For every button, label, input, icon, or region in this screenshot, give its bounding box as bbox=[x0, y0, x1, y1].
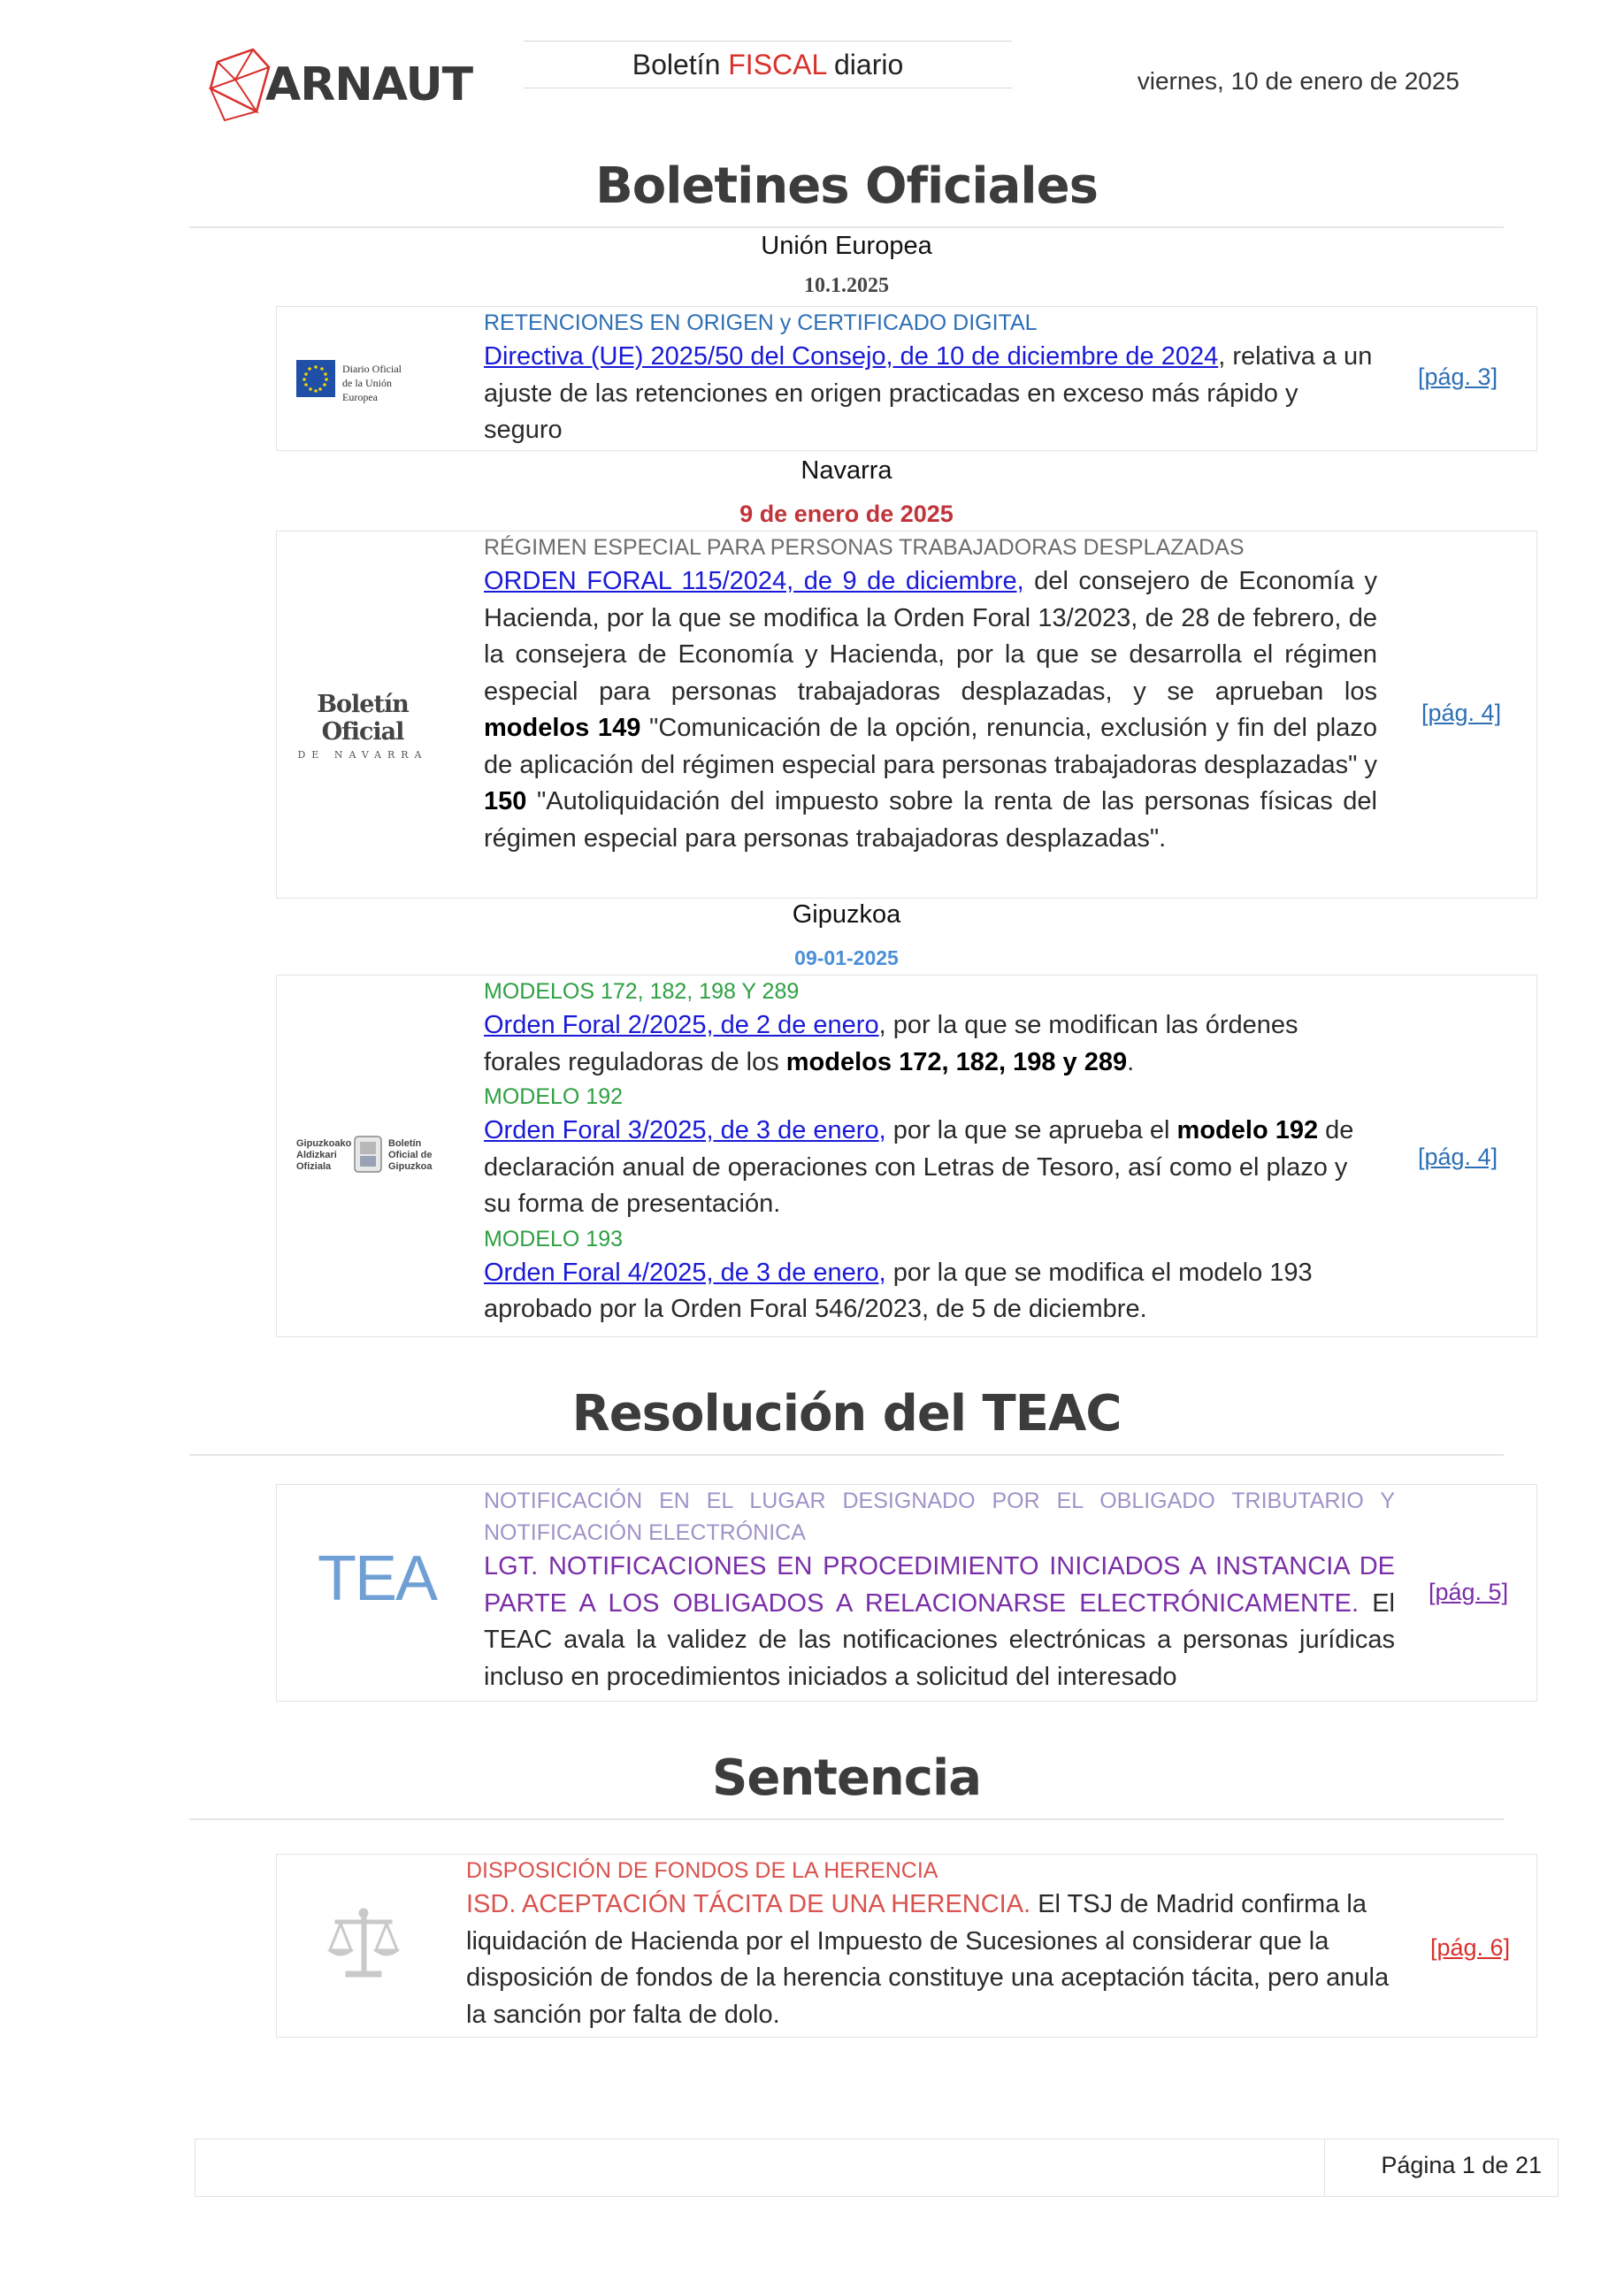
entry-teac bbox=[276, 1484, 1537, 1702]
page-link-6[interactable]: [pág. 6] bbox=[1430, 1934, 1511, 1961]
teac-headline: LGT. NOTIFICACIONES EN PROCEDIMIENTO INICIADOS A INSTANCIA DE PARTE A LOS OBLIGADOS A RELACIONARSE ELECTRÓNICAMENTE. bbox=[484, 1552, 1395, 1618]
section-divider bbox=[189, 1454, 1504, 1456]
directiva-link[interactable]: Directiva (UE) 2025/50 del Consejo, de 10 de diciembre de 2024 bbox=[484, 342, 1219, 371]
page-link-3[interactable]: [pág. 3] bbox=[1418, 364, 1498, 390]
page-number: Página 1 de 21 bbox=[1381, 2152, 1542, 2178]
page-footer bbox=[195, 2139, 1559, 2197]
orden-foral-2-link[interactable]: Orden Foral 2/2025, de 2 de enero bbox=[484, 1011, 879, 1039]
entry-navarra bbox=[276, 531, 1537, 899]
bulletin-accent: FISCAL bbox=[728, 49, 827, 80]
orden-foral-4-link[interactable]: Orden Foral 4/2025, de 3 de enero, bbox=[484, 1258, 886, 1287]
entry-teac-text: NOTIFICACIÓN EN EL LUGAR DESIGNADO POR EL OBLIGADO TRIBUTARIO Y NOTIFICACIÓN ELECTRÓNICA LGT. NOTIFICACIONES EN PROCEDIMIENTO INICIADOS A INSTANCIA DE PARTE A LOS OBLIGADOS A RELACIONARSE ELECTRÓNICAMENTE. El TEAC avala la validez de las notificaciones electrónicas a personas jurídicas incluso en procedimientos iniciados a solicitud del interesado bbox=[484, 1485, 1395, 1695]
entry-navarra-text: RÉGIMEN ESPECIAL PARA PERSONAS TRABAJADORAS DESPLAZADAS ORDEN FORAL 115/2024, de 9 de diciembre, del consejero de Economía y Hacienda, por la que se modifica la Orden Foral 13/2023, de 28 de febrero, de la consejera de Economía y Hacienda, por la que se desarrolla el régimen especial para personas trabajadoras desplazadas, y se aprueban los modelos 149 "Comunicación de la opción, renuncia, exclusión y fin del plazo de aplicación del régimen especial para personas trabajadoras desplazadas" y 150 "Autoliquidación del impuesto sobre la renta de las personas físicas del régimen especial para personas trabajadoras desplazadas". bbox=[484, 532, 1377, 857]
date-gipuzkoa: 09-01-2025 bbox=[794, 946, 899, 969]
entry-eu bbox=[276, 306, 1537, 451]
region-gipuzkoa: Gipuzkoa bbox=[792, 900, 901, 929]
entry-eu-text: RETENCIONES EN ORIGEN y CERTIFICADO DIGITAL Directiva (UE) 2025/50 del Consejo, de 10 de diciembre de 2024, relativa a un ajuste de las retenciones en origen practicadas en exceso más rápido y seguro bbox=[484, 307, 1377, 449]
category-label: RÉGIMEN ESPECIAL PARA PERSONAS TRABAJADORAS DESPLAZADAS bbox=[484, 535, 1245, 560]
section-title-teac: Resolución del TEAC bbox=[571, 1385, 1122, 1443]
category-label: MODELO 192 bbox=[484, 1084, 624, 1109]
page-link-4b[interactable]: [pág. 4] bbox=[1418, 1144, 1498, 1170]
entry-gipuzkoa-text: MODELOS 172, 182, 198 Y 289 Orden Foral 2/2025, de 2 de enero, por la que se modifican las órdenes forales reguladoras de los modelos 172, 182, 198 y 289. MODELO 192 Orden Foral 3/2025, de 3 de enero, por la que se aprueba el modelo 192 de declaración anual de operaciones con Letras de Tesoro, así como el plazo y su forma de presentación. MODELO 193 Orden Foral 4/2025, de 3 de enero, por la que se modifica el modelo 193 aprobado por la Orden Foral 546/2023, de 5 de diciembre. bbox=[484, 976, 1377, 1328]
category-label: DISPOSICIÓN DE FONDOS DE LA HERENCIA bbox=[466, 1858, 938, 1883]
category-label: MODELO 193 bbox=[484, 1226, 624, 1251]
section-title-boletines: Boletines Oficiales bbox=[595, 157, 1098, 215]
eu-flag-icon bbox=[296, 360, 335, 397]
entry-gipuzkoa bbox=[276, 975, 1537, 1337]
category-label: NOTIFICACIÓN EN EL LUGAR DESIGNADO POR EL OBLIGADO TRIBUTARIO Y NOTIFICACIÓN ELECTRÓNICA bbox=[484, 1489, 1395, 1545]
region-navarra: Navarra bbox=[801, 456, 892, 485]
orden-foral-115-link[interactable]: ORDEN FORAL 115/2024, de 9 de diciembre, bbox=[484, 567, 1024, 595]
section-divider bbox=[189, 226, 1504, 228]
sentencia-headline: ISD. ACEPTACIÓN TÁCITA DE UNA HERENCIA. bbox=[466, 1890, 1031, 1918]
header-date: viernes, 10 de enero de 2025 bbox=[1137, 67, 1459, 95]
date-eu: 10.1.2025 bbox=[804, 274, 889, 297]
category-label: RETENCIONES EN ORIGEN y CERTIFICADO DIGITAL bbox=[484, 310, 1038, 335]
page-link-4[interactable]: [pág. 4] bbox=[1421, 700, 1502, 726]
footer-divider bbox=[1324, 2139, 1325, 2196]
section-title-sentencia: Sentencia bbox=[712, 1749, 981, 1807]
entry-sentencia bbox=[276, 1854, 1537, 2038]
orden-foral-3-link[interactable]: Orden Foral 3/2025, de 3 de enero, bbox=[484, 1116, 886, 1144]
bulletin-title: Boletín FISCAL diario bbox=[524, 41, 1012, 88]
coat-of-arms-icon bbox=[353, 1135, 383, 1174]
scales-of-justice-icon bbox=[321, 1902, 406, 1987]
tea-logo-icon: TEA bbox=[318, 1543, 437, 1614]
section-divider bbox=[189, 1818, 1504, 1820]
page-link-5[interactable]: [pág. 5] bbox=[1429, 1579, 1509, 1605]
boletin-navarra-logo: Boletín Oficial DE NAVARRA bbox=[297, 691, 428, 761]
eu-journal-logo: Diario Oficial de la Unión Europea bbox=[296, 356, 429, 401]
brand-name: ARNAUT bbox=[265, 58, 473, 111]
date-navarra: 9 de enero de 2025 bbox=[739, 501, 954, 527]
category-label: MODELOS 172, 182, 198 Y 289 bbox=[484, 979, 800, 1004]
entry-sentencia-text: DISPOSICIÓN DE FONDOS DE LA HERENCIA ISD. ACEPTACIÓN TÁCITA DE UNA HERENCIA. El TSJ de Madrid confirma la liquidación de Hacienda por el Impuesto de Sucesiones al considerar que la disposición de fondos de la herencia constituye una aceptación tácita, pero anula la sanción por falta de dolo. bbox=[466, 1855, 1397, 2033]
boletin-gipuzkoa-logo: Gipuzkoako Aldizkari Ofiziala Boletín Oficial de Gipuzkoa bbox=[296, 1131, 438, 1184]
region-eu: Unión Europea bbox=[761, 232, 932, 260]
